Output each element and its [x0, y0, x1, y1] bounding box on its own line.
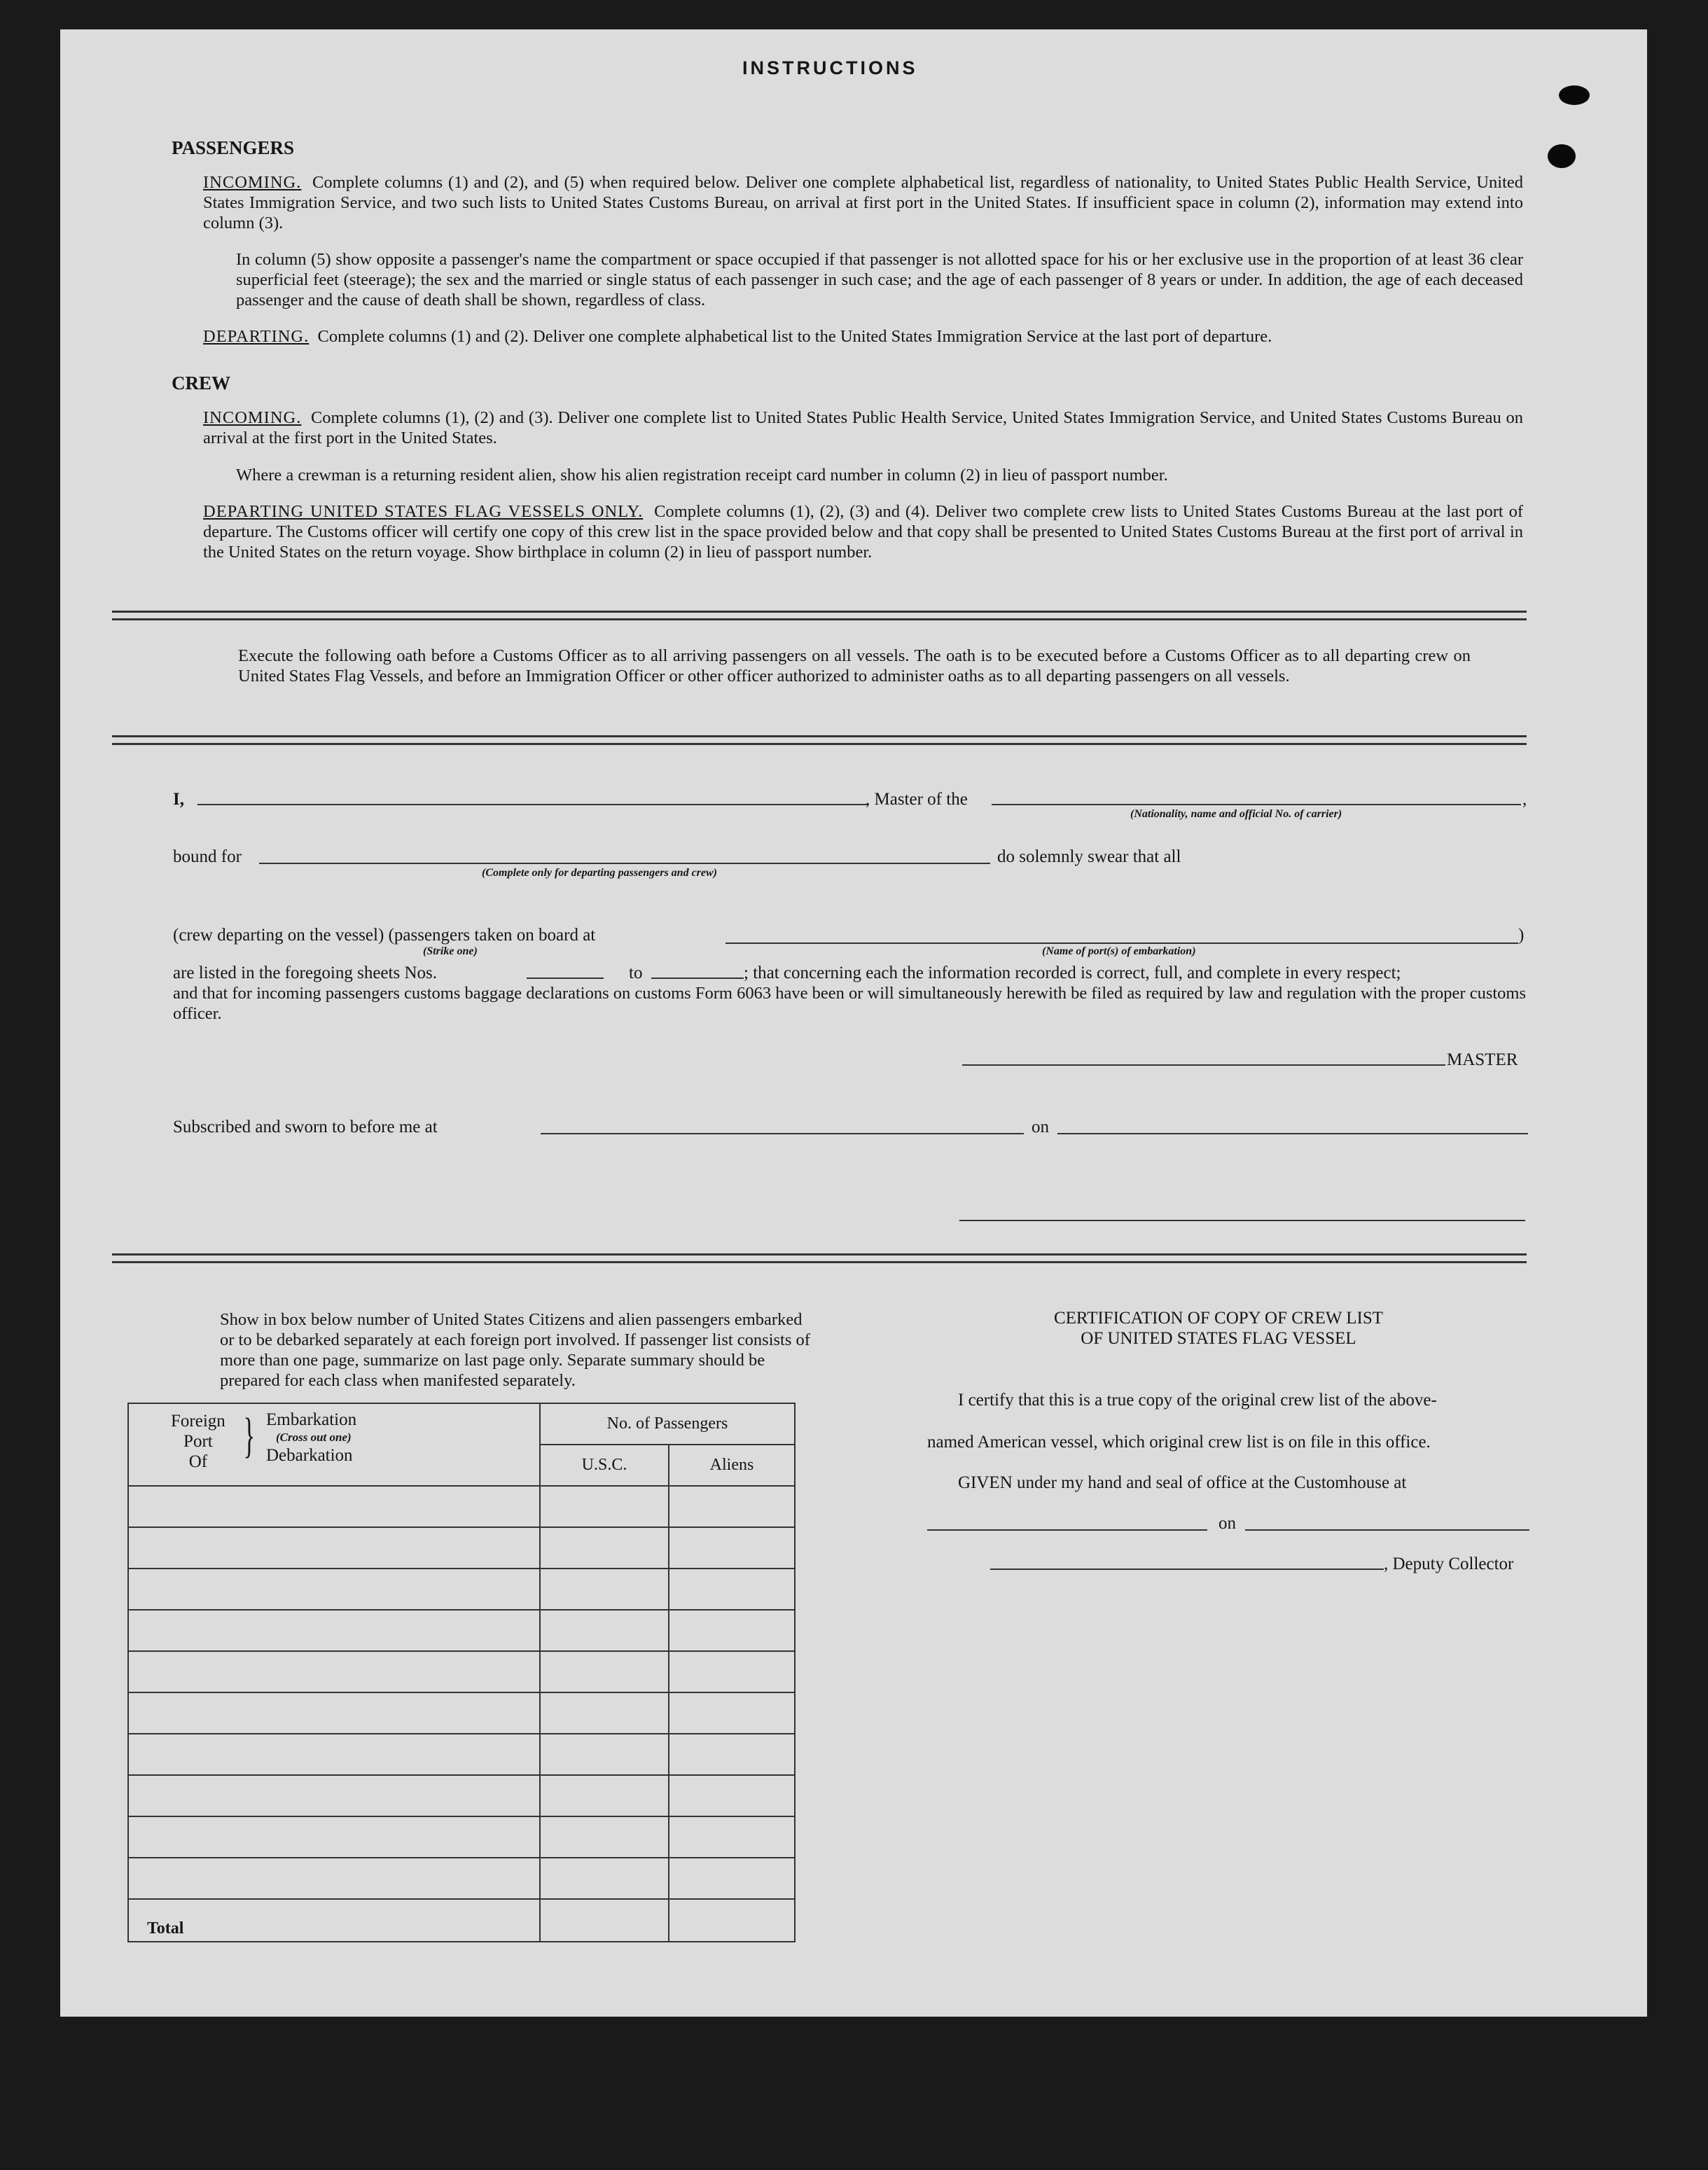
no-passengers-header: No. of Passengers — [540, 1403, 795, 1445]
aliens-cell[interactable] — [669, 1858, 795, 1899]
aliens-cell[interactable] — [669, 1569, 795, 1610]
oath-instructions — [238, 646, 1471, 686]
crewman-text — [236, 465, 1523, 485]
column5-body: In column (5) show opposite a passenger's name the compartment or space occupied if that passenger is not allotted space for his or her exclusive use in the proportion of at least 36 clear superficial feet (steerage); the sex and the married or single status of each passenger in such case; and the age of each passenger of 8 years or under. In addition, the age of each deceased passenger and the cause of death shall be shown, regardless of class. — [236, 250, 1523, 309]
deputy-collector-label: , Deputy Collector — [1384, 1555, 1514, 1573]
to-label: to — [629, 964, 643, 982]
aliens-total-cell[interactable] — [669, 1899, 795, 1942]
incoming-crew-body: Complete columns (1), (2) and (3). Deliver one complete list to United States Public Health Service, United States Immigration Service, and United States Customs Bureau on arrival at the first port in the United States. — [203, 408, 1523, 447]
incoming-passengers-body: Complete columns (1) and (2), and (5) when required below. Deliver one complete alphabetical list, regardless of nationality, to United States Public Health Service, United States Immigration Service, and two such lists to United States Customs Bureau, on arrival at first port in the United States. If insufficient space in column (2), information may extend into column (3). — [203, 173, 1523, 232]
listed-text-1: are listed in the foregoing sheets Nos. — [173, 964, 437, 982]
divider-double — [112, 1253, 1527, 1263]
on-label: on — [1032, 1118, 1049, 1136]
usc-cell[interactable] — [540, 1610, 669, 1651]
carrier-field[interactable] — [992, 804, 1521, 805]
certification-line-1: I certify that this is a true copy of the original crew list of the above- — [958, 1391, 1437, 1410]
usc-cell[interactable] — [540, 1527, 669, 1569]
listed-text-3 — [173, 983, 1526, 1024]
table-row — [128, 1651, 795, 1692]
certification-on-label: on — [1218, 1514, 1236, 1533]
sheet-to-field[interactable] — [651, 978, 744, 979]
divider-double — [112, 735, 1527, 745]
comma: , — [1522, 790, 1527, 809]
close-paren: ) — [1518, 926, 1525, 945]
foreign-label: Foreign — [171, 1412, 225, 1431]
certification-title-line-2: OF UNITED STATES FLAG VESSEL — [1081, 1329, 1356, 1348]
aliens-cell[interactable] — [669, 1527, 795, 1569]
aliens-cell[interactable] — [669, 1610, 795, 1651]
table-row — [128, 1692, 795, 1734]
port-label: Port — [183, 1432, 213, 1451]
listed-text-2: ; that concerning each the information recorded is correct, full, and complete in every respect; — [744, 964, 1401, 982]
master-name-field[interactable] — [197, 804, 868, 805]
crew-heading: CREW — [172, 373, 231, 394]
incoming-passengers-text — [203, 172, 1523, 233]
bound-for-label: bound for — [173, 847, 242, 866]
incoming-passengers-lead: INCOMING. — [203, 173, 302, 192]
departing-passengers-body: Complete columns (1) and (2). Deliver one complete alphabetical list to the United States Immigration Service at the last port of departure. — [317, 327, 1272, 346]
passengers-heading: PASSENGERS — [172, 137, 295, 158]
debarkation-label: Debarkation — [266, 1446, 353, 1465]
port-cell[interactable] — [128, 1527, 540, 1569]
table-row — [128, 1775, 795, 1816]
sworn-place-field[interactable] — [541, 1133, 1024, 1134]
master-signature-field[interactable] — [962, 1064, 1445, 1066]
aliens-cell[interactable] — [669, 1775, 795, 1816]
embarkation-label: Embarkation — [266, 1410, 357, 1429]
certification-line-3: GIVEN under my hand and seal of office at the Customhouse at — [958, 1473, 1407, 1492]
aliens-cell[interactable] — [669, 1692, 795, 1734]
usc-cell[interactable] — [540, 1651, 669, 1692]
column5-text — [236, 249, 1523, 310]
usc-cell[interactable] — [540, 1816, 669, 1858]
port-cell[interactable] — [128, 1569, 540, 1610]
port-cell[interactable] — [128, 1858, 540, 1899]
departing-passengers-lead: DEPARTING. — [203, 327, 310, 346]
total-label: Total — [128, 1899, 540, 1942]
master-label: MASTER — [1447, 1050, 1518, 1069]
usc-cell[interactable] — [540, 1858, 669, 1899]
crew-departing-text: (crew departing on the vessel) (passengers taken on board at — [173, 926, 596, 945]
aliens-cell[interactable] — [669, 1734, 795, 1775]
of-label: Of — [188, 1452, 208, 1471]
incoming-crew-text — [203, 408, 1523, 448]
usc-cell[interactable] — [540, 1775, 669, 1816]
usc-header: U.S.C. — [540, 1445, 669, 1486]
page-title: INSTRUCTIONS — [742, 57, 918, 78]
customhouse-field[interactable] — [927, 1529, 1207, 1531]
port-cell[interactable] — [128, 1651, 540, 1692]
departing-flag-text — [203, 501, 1523, 562]
summary-instructions — [220, 1309, 819, 1391]
departing-flag-body: Complete columns (1), (2), (3) and (4). Deliver two complete crew lists to United States Customs Bureau at the last port of departure. The Customs officer will certify one copy of this crew list in the space provided below and that copy shall be presented to United States Customs Bureau at the first port of arrival in the United States on the return voyage. Show birthplace in column (2) in lieu of passport number. — [203, 502, 1523, 562]
usc-cell[interactable] — [540, 1734, 669, 1775]
strike-one-note: (Strike one) — [423, 945, 478, 957]
embarkation-port-field[interactable] — [725, 943, 1518, 944]
certification-line-2: named American vessel, which original crew list is on file in this office. — [927, 1433, 1431, 1452]
certification-date-field[interactable] — [1245, 1529, 1529, 1531]
oath-instructions-body: Execute the following oath before a Customs Officer as to all arriving passengers on all vessels. The oath is to be executed before a Customs Officer as to all departing crew on United States Flag Vessels, and before an Immigration Officer or other officer authorized to administer oaths as to all departing passengers on all vessels. — [238, 646, 1471, 686]
table-row — [128, 1527, 795, 1569]
aliens-header: Aliens — [669, 1445, 795, 1486]
oath-i: I, — [173, 790, 184, 809]
departing-flag-lead: DEPARTING UNITED STATES FLAG VESSELS ONLY. — [203, 502, 644, 521]
port-cell[interactable] — [128, 1775, 540, 1816]
incoming-crew-lead: INCOMING. — [203, 408, 302, 427]
master-of-the-label: , Master of the — [866, 790, 968, 809]
ink-blot — [1548, 144, 1576, 168]
aliens-cell[interactable] — [669, 1816, 795, 1858]
table-row — [128, 1610, 795, 1651]
nationality-note: (Nationality, name and official No. of carrier) — [1130, 808, 1342, 820]
table-header-row — [128, 1403, 795, 1445]
officer-signature-field[interactable] — [959, 1220, 1525, 1221]
usc-total-cell[interactable] — [540, 1899, 669, 1942]
ports-note: (Name of port(s) of embarkation) — [1042, 945, 1196, 957]
table-row — [128, 1816, 795, 1858]
certification-title-line-1: CERTIFICATION OF COPY OF CREW LIST — [1053, 1309, 1384, 1328]
port-header-cell — [128, 1403, 540, 1486]
brace-icon: } — [243, 1409, 256, 1463]
table-row — [128, 1858, 795, 1899]
swear-text: do solemnly swear that all — [997, 847, 1181, 866]
port-cell[interactable] — [128, 1692, 540, 1734]
passenger-summary-table — [127, 1403, 796, 1942]
port-cell[interactable] — [128, 1486, 540, 1527]
port-cell[interactable] — [128, 1734, 540, 1775]
divider-double — [112, 611, 1527, 620]
table-row — [128, 1734, 795, 1775]
subscribed-text: Subscribed and sworn to before me at — [173, 1118, 438, 1136]
cross-out-label: (Cross out one) — [276, 1431, 352, 1444]
complete-only-note: (Complete only for departing passengers and crew) — [482, 867, 717, 879]
table-row — [128, 1486, 795, 1527]
summary-instructions-body: Show in box below number of United States Citizens and alien passengers embarked or to be debarked separately at each foreign port involved. If passenger list consists of more than one page, summarize on last page only. Separate summary should be prepared for each class when manifested separately. — [220, 1310, 810, 1390]
usc-cell[interactable] — [540, 1486, 669, 1527]
bound-for-field[interactable] — [259, 863, 990, 864]
aliens-cell[interactable] — [669, 1486, 795, 1527]
usc-cell[interactable] — [540, 1569, 669, 1610]
sheet-from-field[interactable] — [527, 978, 604, 979]
departing-passengers-text — [203, 326, 1523, 347]
total-row — [128, 1899, 795, 1942]
usc-cell[interactable] — [540, 1692, 669, 1734]
sworn-date-field[interactable] — [1057, 1133, 1528, 1134]
listed-text-3-body: and that for incoming passengers customs baggage declarations on customs Form 6063 have been or will simultaneously herewith be filed as required by law and regulation with the proper customs officer. — [173, 984, 1526, 1023]
deputy-collector-signature-field[interactable] — [990, 1569, 1384, 1570]
port-cell[interactable] — [128, 1816, 540, 1858]
aliens-cell[interactable] — [669, 1651, 795, 1692]
ink-blot — [1559, 85, 1590, 105]
certification-title — [952, 1308, 1485, 1349]
table-row — [128, 1569, 795, 1610]
crewman-body: Where a crewman is a returning resident alien, show his alien registration receipt card number in column (2) in lieu of passport number. — [236, 466, 1168, 485]
port-cell[interactable] — [128, 1610, 540, 1651]
